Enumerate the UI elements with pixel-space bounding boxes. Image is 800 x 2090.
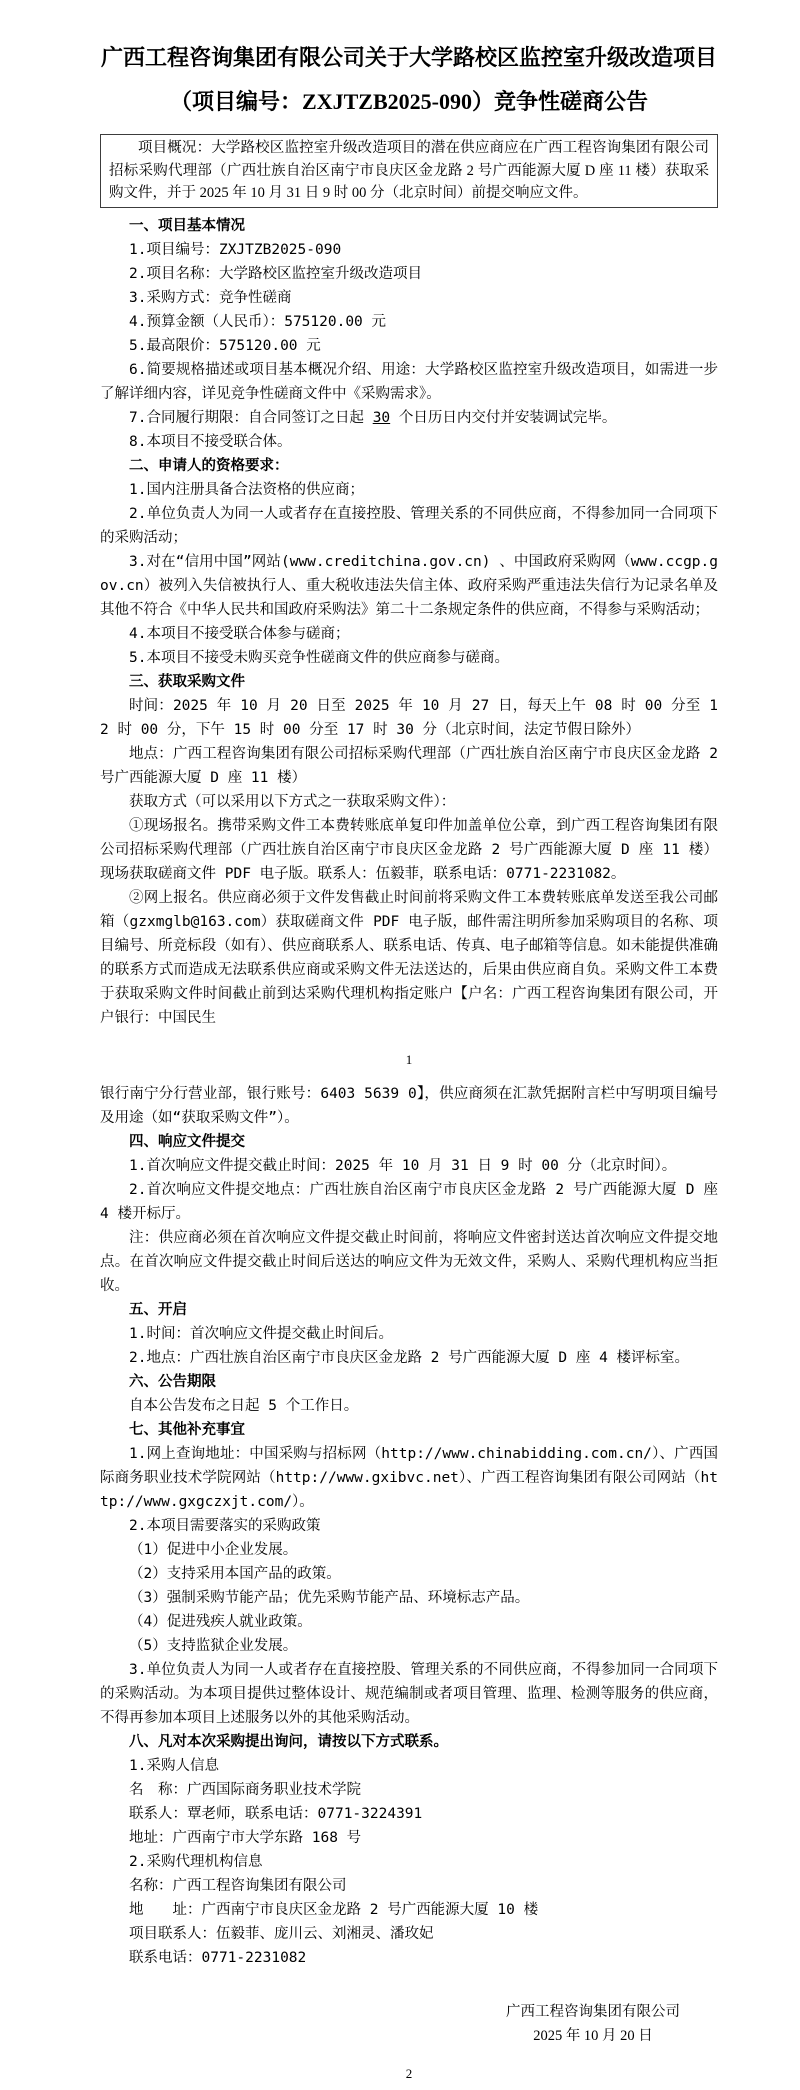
paragraph: ②网上报名。供应商必须于文件发售截止时间前将采购文件工本费转账底单发送至我公司邮箱（gzxmglb@163.com）获取磋商文件 PDF 电子版，邮件需注明所参加采购项目的名称、项目编号、所竞标段（如有）、供应商联系人、联系电话、传真、电子邮箱等信息。如未能提供准确的联系方式而造成无法联系供应商或采购文件无法送达的，后果由供应商自负。采购文件工本费于获取采购文件时间截止前到达采购代理机构指定账户【户名：广西工程咨询集团有限公司，开户银行：中国民生 (100, 889, 718, 1026)
underlined-value: 30 (372, 409, 391, 426)
paragraph: 地点：广西工程咨询集团有限公司招标采购代理部（广西壮族自治区南宁市良庆区金龙路 2 号广西能源大厦 D 座 11 楼） (100, 745, 718, 786)
paragraph: （5）支持监狱企业发展。 (129, 1637, 298, 1654)
paragraph: 2.项目名称：大学路校区监控室升级改造项目 (129, 265, 422, 282)
paragraph: 名称：广西工程咨询集团有限公司 (129, 1877, 347, 1894)
section-heading: 四、响应文件提交 (129, 1133, 245, 1150)
paragraph: 时间：2025 年 10 月 20 日至 2025 年 10 月 27 日，每天上午 08 时 00 分至 12 时 00 分，下午 15 时 00 分至 17 时 30 分（北京时间，法定节假日除外） (100, 697, 718, 738)
signature-block (100, 2000, 680, 2048)
paragraph: （2）支持采用本国产品的政策。 (129, 1565, 341, 1582)
paragraph: 2.采购代理机构信息 (129, 1853, 263, 1870)
paragraph: （4）促进残疾人就业政策。 (129, 1613, 312, 1630)
paragraph: 1.项目编号：ZXJTZB2025-090 (129, 241, 342, 258)
project-overview-text: 项目概况：大学路校区监控室升级改造项目的潜在供应商应在广西工程咨询集团有限公司招标采购代理部（广西壮族自治区南宁市良庆区金龙路 2 号广西能源大厦 D 座 11 楼）获取采购文件，并于 2025 年 10 月 31 日 9 时 00 分（北京时间）前提交响应文件。 (109, 140, 709, 201)
paragraph: 地 址：广西南宁市良庆区金龙路 2 号广西能源大厦 10 楼 (129, 1901, 539, 1918)
paragraph: 获取方式（可以采用以下方式之一获取采购文件）： (129, 793, 456, 810)
section-heading: 五、开启 (129, 1301, 187, 1318)
paragraph: 联系人：覃老师，联系电话：0771-3224391 (129, 1805, 423, 1822)
document-body (100, 214, 718, 1970)
paragraph: 2.单位负责人为同一人或者存在直接控股、管理关系的不同供应商，不得参加同一合同项下的采购活动； (100, 505, 718, 546)
section-heading: 一、项目基本情况 (129, 217, 245, 234)
paragraph: 4.本项目不接受联合体参与磋商； (129, 625, 350, 642)
paragraph: 6.简要规格描述或项目基本概况介绍、用途：大学路校区监控室升级改造项目，如需进一步了解详细内容，详见竞争性磋商文件中《采购需求》。 (100, 361, 718, 402)
paragraph: ①现场报名。携带采购文件工本费转账底单复印件加盖单位公章，到广西工程咨询集团有限公司招标采购代理部（广西壮族自治区南宁市良庆区金龙路 2 号广西能源大厦 D 座 11 楼）现场获取磋商文件 PDF 电子版。联系人：伍毅菲，联系电话：0771-2231082。 (100, 817, 718, 882)
paragraph: 自本公告发布之日起 5 个工作日。 (129, 1397, 359, 1414)
paragraph: 名 称：广西国际商务职业技术学院 (129, 1781, 361, 1798)
project-overview-box (100, 134, 718, 208)
document-title-line1: 广西工程咨询集团有限公司关于大学路校区监控室升级改造项目 (100, 45, 717, 70)
signature-company: 广西工程咨询集团有限公司 (506, 2003, 680, 2020)
paragraph: 1.首次响应文件提交截止时间：2025 年 10 月 31 日 9 时 00 分（北京时间）。 (129, 1157, 677, 1174)
document-title-line2: （项目编号：ZXJTZB2025-090）竞争性磋商公告 (170, 89, 648, 114)
paragraph: 地址：广西南宁市大学东路 168 号 (129, 1829, 362, 1846)
paragraph: 2.首次响应文件提交地点：广西壮族自治区南宁市良庆区金龙路 2 号广西能源大厦 D 座 4 楼开标厅。 (100, 1181, 718, 1222)
section-heading: 三、获取采购文件 (129, 673, 245, 690)
paragraph: 4.预算金额（人民币）：575120.00 元 (129, 313, 387, 330)
paragraph: 2.本项目需要落实的采购政策 (129, 1517, 321, 1534)
paragraph: 项目联系人：伍毅菲、庞川云、刘湘灵、潘玫妃 (129, 1925, 434, 1942)
document-title (100, 36, 718, 124)
paragraph-text: 7.合同履行期限：自合同签订之日起 (129, 409, 373, 426)
paragraph: 联系电话：0771-2231082 (129, 1949, 307, 1966)
paragraph: 2.地点：广西壮族自治区南宁市良庆区金龙路 2 号广西能源大厦 D 座 4 楼评标室。 (129, 1349, 690, 1366)
section-heading: 二、申请人的资格要求： (129, 457, 289, 474)
paragraph: 3.采购方式：竞争性磋商 (129, 289, 292, 306)
paragraph: 1.国内注册具备合法资格的供应商； (129, 481, 364, 498)
section-heading: 六、公告期限 (129, 1373, 216, 1390)
paragraph: 3.单位负责人为同一人或者存在直接控股、管理关系的不同供应商，不得参加同一合同项下的采购活动。为本项目提供过整体设计、规范编制或者项目管理、监理、检测等服务的供应商，不得再参加本项目上述服务以外的其他采购活动。 (100, 1661, 718, 1726)
paragraph: 1.时间：首次响应文件提交截止时间后。 (129, 1325, 393, 1342)
paragraph: 5.本项目不接受未购买竞争性磋商文件的供应商参与磋商。 (129, 649, 509, 666)
paragraph: 1.采购人信息 (129, 1757, 219, 1774)
paragraph: 1.网上查询地址：中国采购与招标网（http://www.chinabidding.com.cn/）、广西国际商务职业技术学院网站（http://www.gxibvc.net）、广西工程咨询集团有限公司网站（http://www.gxgczxjt.com/）。 (100, 1445, 718, 1510)
page-number-2: 2 (405, 2065, 413, 2081)
paragraph: 5.最高限价：575120.00 元 (129, 337, 321, 354)
paragraph: 8.本项目不接受联合体。 (129, 433, 292, 450)
paragraph: 注：供应商必须在首次响应文件提交截止时间前，将响应文件密封送达首次响应文件提交地点。在首次响应文件提交截止时间后送达的响应文件为无效文件，采购人、采购代理机构应当拒收。 (100, 1229, 718, 1294)
paragraph (100, 406, 718, 430)
paragraph: 3.对在“信用中国”网站(www.creditchina.gov.cn) 、中国政府采购网（www.ccgp.gov.cn）被列入失信被执行人、重大税收违法失信主体、政府采购严重违法失信行为记录名单及其他不符合《中华人民共和国政府采购法》第二十二条规定条件的供应商，不得参与采购活动； (100, 553, 718, 618)
signature-date: 2025 年 10 月 20 日 (533, 2027, 653, 2044)
paragraph: （1）促进中小企业发展。 (129, 1541, 298, 1558)
page-number-1: 1 (405, 1051, 413, 1067)
paragraph-text: 个日历日内交付并安装调试完毕。 (390, 409, 617, 426)
paragraph: （3）强制采购节能产品；优先采购节能产品、环境标志产品。 (129, 1589, 530, 1606)
section-heading: 八、凡对本次采购提出询问，请按以下方式联系。 (129, 1733, 448, 1750)
paragraph: 银行南宁分行营业部，银行账号：6403 5639 0】，供应商须在汇款凭据附言栏中写明项目编号及用途（如“获取采购文件”）。 (100, 1085, 718, 1126)
section-heading: 七、其他补充事宜 (129, 1421, 245, 1438)
